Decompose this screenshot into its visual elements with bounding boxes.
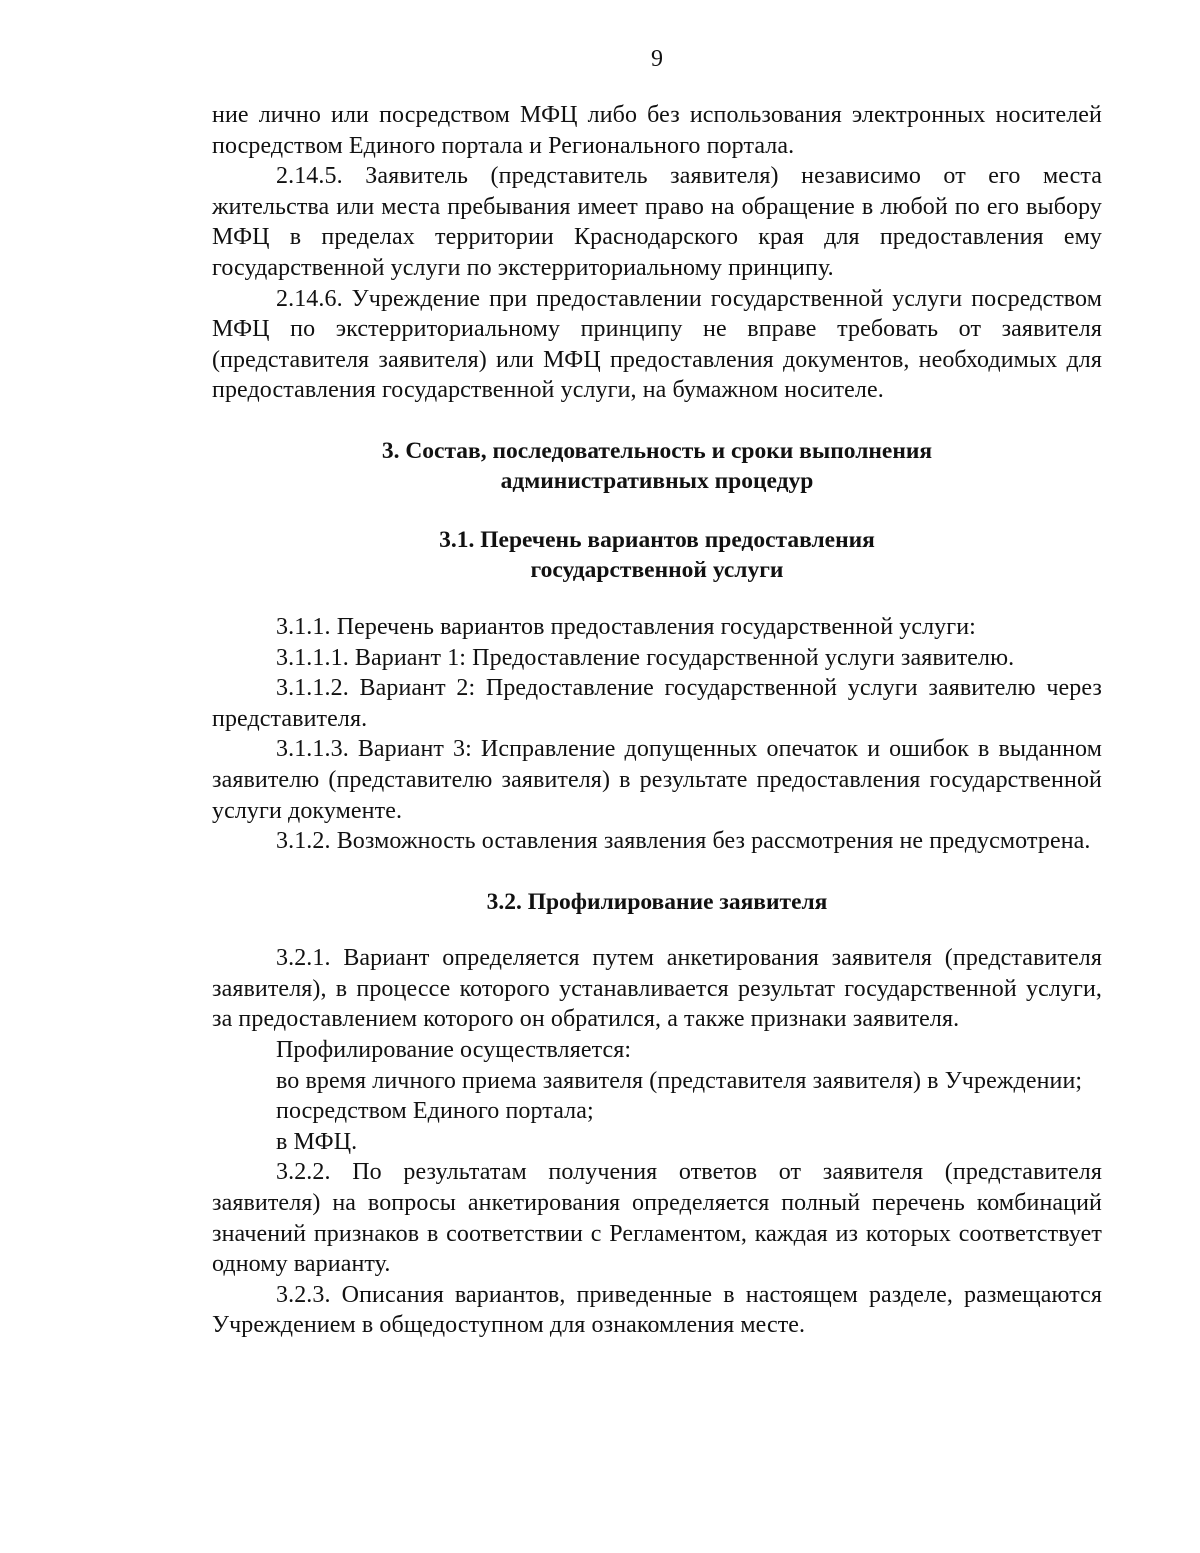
paragraph-profiling-portal: посредством Единого портала; [276, 1098, 594, 1125]
paragraph-3-1-1: 3.1.1. Перечень вариантов предоставления государственной услуги: [276, 613, 976, 640]
paragraph-3-2-3: 3.2.3. Описания вариантов, приведенные в настоящем разделе, размещаются Учреждением в общедоступном для ознакомления месте. [212, 1281, 1102, 1339]
section-3-heading-line-2: административных процедур [500, 468, 814, 495]
section-3-2-heading: 3.2. Профилирование заявителя [486, 888, 828, 915]
section-3-heading [212, 436, 1102, 497]
section-3-1-heading [212, 525, 1102, 586]
paragraph-continuation: ние лично или посредством МФЦ либо без использования электронных носителей посредством Единого портала и Регионального портала. [212, 102, 1102, 159]
section-3-heading-line-1: 3. Состав, последовательность и сроки выполнения [381, 437, 933, 464]
paragraph-3-1-2: 3.1.2. Возможность оставления заявления без рассмотрения не предусмотрена. [276, 828, 1091, 855]
paragraph-3-1-1-3: 3.1.1.3. Вариант 3: Исправление допущенных опечаток и ошибок в выданном заявителю (представителю заявителя) в результате предоставления государственной услуги документе. [212, 736, 1102, 824]
paragraph-3-1-1-2: 3.1.1.2. Вариант 2: Предоставление государственной услуги заявителю через представителя. [212, 675, 1102, 732]
paragraph-profiling-in-person: во время личного приема заявителя (представителя заявителя) в Учреждении; [276, 1067, 1083, 1094]
paragraph-profiling-mfc: в МФЦ. [276, 1128, 358, 1155]
page-number: 9 [651, 46, 663, 72]
section-3-1-heading-line-2: государственной услуги [530, 557, 784, 584]
paragraph-2-14-5: 2.14.5. Заявитель (представитель заявителя) независимо от его места жительства или места пребывания имеет право на обращение в любой по его выбору МФЦ в пределах территории Краснодарского края для предоставления ему государственной услуги по экстерриториальному принципу. [212, 163, 1102, 281]
paragraph-3-2-1: 3.2.1. Вариант определяется путем анкетирования заявителя (представителя заявителя), в процессе которого устанавливается результат государственной услуги, за предоставлением которого он обратился, а также признаки заявителя. [212, 945, 1102, 1033]
document-page [212, 44, 1102, 1341]
paragraph-profiling-intro: Профилирование осуществляется: [276, 1036, 632, 1063]
paragraph-2-14-6: 2.14.6. Учреждение при предоставлении государственной услуги посредством МФЦ по экстерриториальному принципу не вправе требовать от заявителя (представителя заявителя) или МФЦ предоставления документов, необходимых для предоставления государственной услуги, на бумажном носителе. [212, 285, 1102, 404]
paragraph-3-1-1-1: 3.1.1.1. Вариант 1: Предоставление государственной услуги заявителю. [276, 644, 1015, 671]
section-3-1-heading-line-1: 3.1. Перечень вариантов предоставления [439, 526, 875, 553]
paragraph-3-2-2: 3.2.2. По результатам получения ответов от заявителя (представителя заявителя) на вопросы анкетирования определяется полный перечень комбинаций значений признаков в соответствии с Регламентом, каждая из которых соответствует одному варианту. [212, 1159, 1102, 1278]
